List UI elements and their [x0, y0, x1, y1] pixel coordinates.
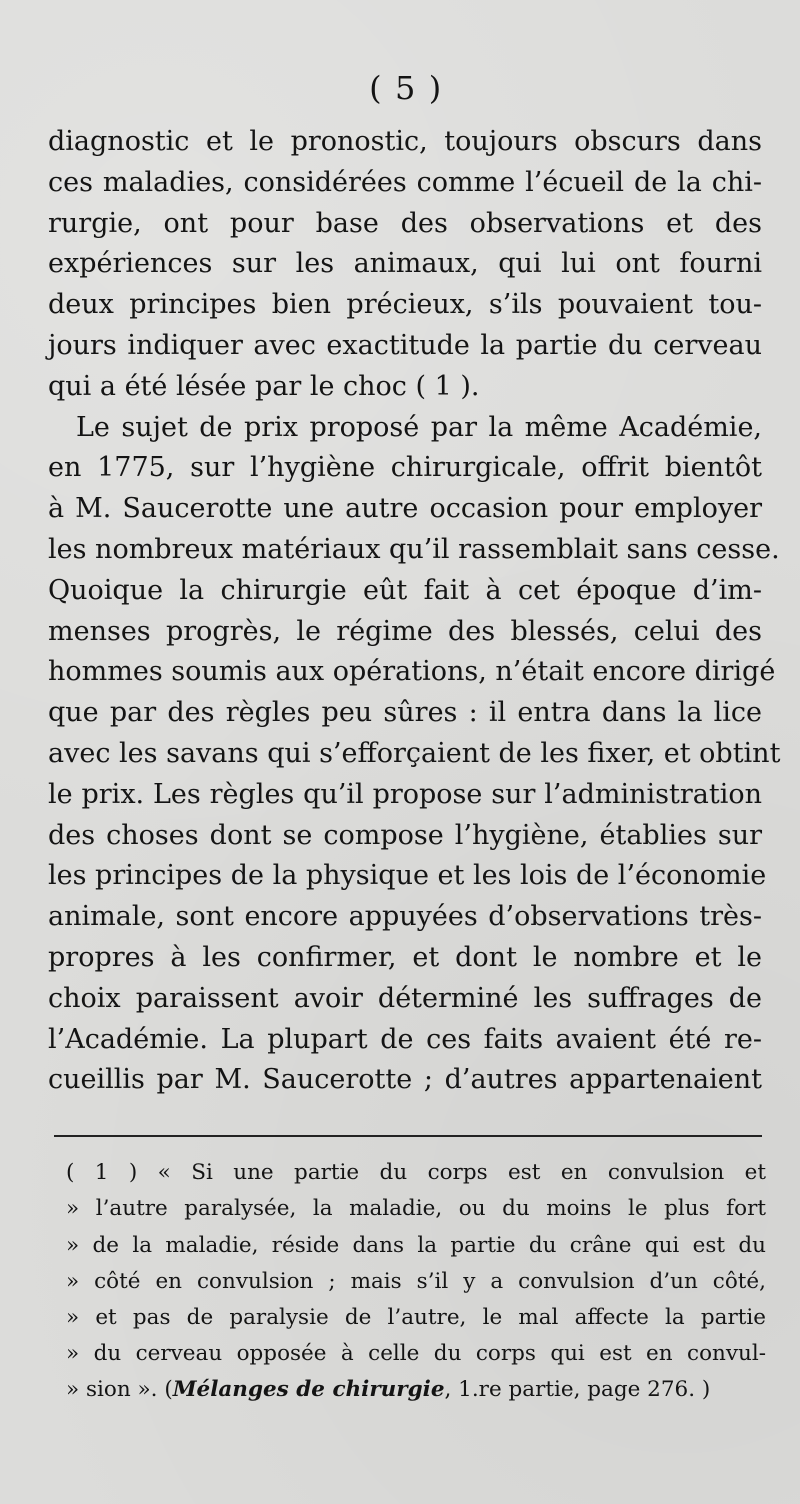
footnote-line: ( 1 ) « Si une partie du corps est en convulsion et [66, 1160, 766, 1186]
text-line: Le sujet de prix proposé par la même Académie, [76, 411, 762, 443]
text-line: expériences sur les animaux, qui lui ont fourni [48, 248, 762, 280]
footnote-line-citation [66, 1372, 766, 1408]
text-line: le prix. Les règles qu’il propose sur l’administration [48, 778, 762, 810]
text-line: les nombreux matériaux qu’il rassemblait sans cesse. [48, 533, 780, 565]
footnote-line: » et pas de paralysie de l’autre, le mal affecte la partie [66, 1304, 766, 1330]
text-line: rurgie, ont pour base des observations et des [48, 207, 762, 239]
text-line: diagnostic et le pronostic, toujours obscurs dans [48, 126, 762, 157]
footnote-line: » de la maladie, réside dans la partie du crâne qui est du [66, 1232, 766, 1258]
text-line: à M. Saucerotte une autre occasion pour employer [48, 493, 762, 525]
body-text [48, 122, 781, 1101]
footnote-citation-prefix: » sion ». ( [66, 1377, 173, 1403]
footnote [66, 1155, 764, 1408]
text-line: des choses dont se compose l’hygiène, établies sur [48, 819, 762, 851]
text-line: les principes de la physique et les lois de l’économie [48, 860, 767, 892]
footnote-citation-title: Mélanges de chirurgie [172, 1377, 445, 1403]
text-line: que par des règles peu sûres : il entra dans la lice [48, 697, 762, 729]
text-line: en 1775, sur l’hygiène chirurgicale, offrit bientôt [48, 452, 762, 484]
text-line: deux principes bien précieux, s’ils pouvaient tou- [48, 289, 762, 321]
footnote-divider [54, 1135, 762, 1137]
text-line: cueillis par M. Saucerotte ; d’autres appartenaient [48, 1064, 762, 1096]
text-line: menses progrès, le régime des blessés, celui des [48, 615, 762, 647]
text-line: animale, sont encore appuyées d’observations très- [48, 901, 762, 933]
text-line: ces maladies, considérées comme l’écueil de la chi- [48, 166, 762, 198]
text-line: qui a été lésée par le choc ( 1 ). [48, 370, 480, 402]
text-line: hommes soumis aux opérations, n’était encore dirigé [48, 656, 776, 688]
text-line: jours indiquer avec exactitude la partie du cerveau [48, 329, 762, 361]
page-number: ( 5 ) [369, 69, 443, 107]
text-line: propres à les confirmer, et dont le nombre et le [48, 941, 762, 973]
text-line: l’Académie. La plupart de ces faits avaient été re- [48, 1023, 762, 1055]
text-line: choix paraissent avoir déterminé les suffrages de [48, 982, 762, 1014]
text-line: Quoique la chirurgie eût fait à cet époque d’im- [48, 574, 762, 606]
footnote-line: » l’autre paralysée, la maladie, ou du moins le plus fort [66, 1196, 766, 1222]
footnote-citation-suffix: , 1.re partie, page 276. ) [444, 1377, 711, 1403]
text-line: avec les savans qui s’efforçaient de les fixer, et obtint [48, 737, 781, 769]
footnote-line: » du cerveau opposée à celle du corps qui est en convul- [66, 1341, 766, 1367]
footnote-line: » côté en convulsion ; mais s’il y a convulsion d’un côté, [66, 1268, 766, 1294]
